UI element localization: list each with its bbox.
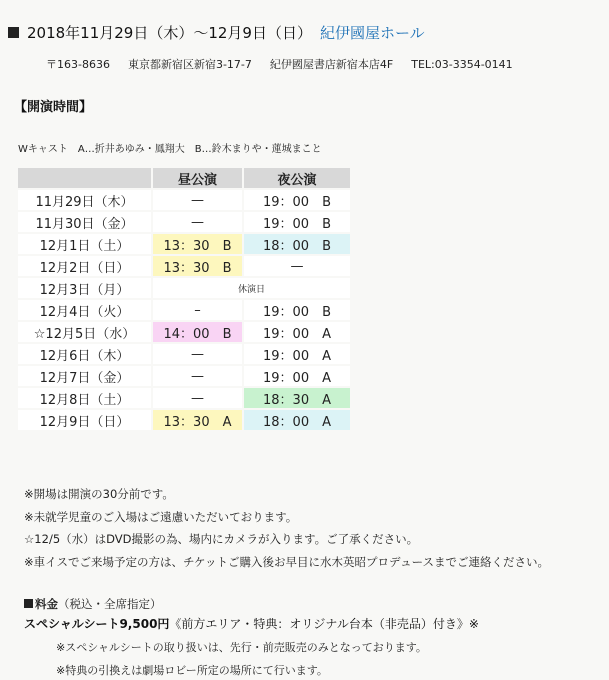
evening-cell: 18：00 B xyxy=(244,234,350,254)
seat-sub-note: ※スペシャルシートの取り扱いは、先行・前売販売のみとなっております。 xyxy=(56,641,427,654)
table-row xyxy=(18,410,350,430)
table-row xyxy=(18,322,350,342)
table-row xyxy=(18,212,350,232)
price-heading xyxy=(24,596,162,612)
row-date: 12月9日（日） xyxy=(18,410,151,430)
square-bullet-icon xyxy=(24,599,33,608)
matinee-cell: — xyxy=(153,212,242,232)
row-date: 12月8日（土） xyxy=(18,388,151,408)
row-date: 11月29日（木） xyxy=(18,190,151,210)
header-evening: 夜公演 xyxy=(244,168,350,188)
table-row xyxy=(18,234,350,254)
cast-note: Wキャスト A…折井あゆみ・鳳翔大 B…鈴木まりや・蓮城まこと xyxy=(18,144,322,155)
row-date: ☆12月5日（水） xyxy=(18,322,151,342)
note-opening-time: ※開場は開演の30分前です。 xyxy=(24,487,174,501)
matinee-cell: 14：00 B xyxy=(153,322,242,342)
note-dvd-recording: ☆12/5（水）はDVD撮影の為、場内にカメラが入ります。ご了承ください。 xyxy=(24,532,419,546)
table-row xyxy=(18,256,350,276)
evening-cell: 19：00 A xyxy=(244,322,350,342)
matinee-cell: — xyxy=(153,190,242,210)
table-row xyxy=(18,190,350,210)
event-date-line xyxy=(8,22,425,43)
evening-cell: 18：30 A xyxy=(244,388,350,408)
header-matinee: 昼公演 xyxy=(153,168,242,188)
matinee-cell: — xyxy=(153,344,242,364)
matinee-cell: 13：30 A xyxy=(153,410,242,430)
building-name: 紀伊國屋書店新宿本店4F xyxy=(269,58,394,71)
evening-cell: 19：00 A xyxy=(244,366,350,386)
schedule-table xyxy=(16,166,352,432)
seat-description: 《前方エリア・特典：オリジナル台本（非売品）付き》※ xyxy=(169,617,479,631)
seat-sub-note: ※特典の引換えは劇場ロビー所定の場所にて行います。 xyxy=(56,664,328,677)
evening-cell: 19：00 B xyxy=(244,190,350,210)
table-row xyxy=(18,278,350,298)
row-date: 12月7日（金） xyxy=(18,366,151,386)
header-blank-cell xyxy=(18,168,151,188)
table-row xyxy=(18,300,350,320)
street-address: 東京都新宿区新宿3-17-7 xyxy=(127,58,252,71)
matinee-cell: 13：30 B xyxy=(153,256,242,276)
closed-day-cell: 休演日 xyxy=(153,278,350,298)
row-date: 12月4日（火） xyxy=(18,300,151,320)
row-date: 12月6日（木） xyxy=(18,344,151,364)
note-children: ※未就学児童のご入場はご遠慮いただいております。 xyxy=(24,510,298,524)
price-heading-sub: （税込・全席指定） xyxy=(58,597,162,611)
matinee-cell: – xyxy=(153,300,242,320)
evening-cell: 18：00 A xyxy=(244,410,350,430)
table-header-row xyxy=(18,168,350,188)
row-date: 12月2日（日） xyxy=(18,256,151,276)
evening-cell: 19：00 B xyxy=(244,212,350,232)
schedule-heading: 【開演時間】 xyxy=(14,100,93,115)
postal-code: 〒163-8636 xyxy=(46,58,110,71)
table-row xyxy=(18,366,350,386)
matinee-cell: — xyxy=(153,388,242,408)
row-date: 12月1日（土） xyxy=(18,234,151,254)
note-wheelchair: ※車イスでご来場予定の方は、チケットご購入後お早目に水木英昭プロデュースまでご連絡ください。 xyxy=(24,555,550,569)
table-row xyxy=(18,388,350,408)
event-date-range: 2018年11月29日（木）〜12月9日（日） xyxy=(27,24,312,42)
evening-cell: 19：00 B xyxy=(244,300,350,320)
evening-cell: 19：00 A xyxy=(244,344,350,364)
matinee-cell: — xyxy=(153,366,242,386)
telephone: TEL:03-3354-0141 xyxy=(411,58,513,71)
seat-name: スペシャルシート9,500円 xyxy=(24,617,170,631)
matinee-cell: 13：30 B xyxy=(153,234,242,254)
square-bullet-icon xyxy=(8,27,19,38)
table-row xyxy=(18,344,350,364)
evening-cell: — xyxy=(244,256,350,276)
row-date: 12月3日（月） xyxy=(18,278,151,298)
special-seat-price xyxy=(24,615,479,632)
venue-link[interactable]: 紀伊國屋ホール xyxy=(319,24,425,42)
row-date: 11月30日（金） xyxy=(18,212,151,232)
venue-address xyxy=(46,56,531,72)
price-heading-title: 料金 xyxy=(35,597,58,611)
